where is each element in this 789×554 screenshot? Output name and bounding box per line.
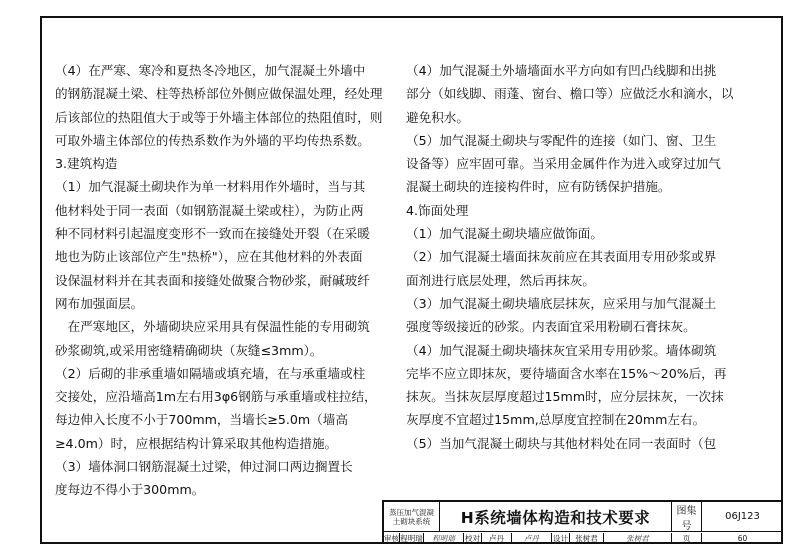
text-line: 他材料处于同一表面（如钢筋混凝土梁或柱），为防止两 <box>55 202 364 218</box>
text-line: 强度等级接近的砂浆。内表面宜采用粉刷石膏抹灰。 <box>406 319 696 335</box>
text-line: （4）在严寒、寒冷和夏热冬冷地区，加气混凝土外墙中 <box>55 63 366 78</box>
checker-signature-cell <box>512 533 552 544</box>
designer-name: 张树君 <box>575 534 598 543</box>
section-heading: 3.建筑构造 <box>55 156 118 172</box>
text-line: 面剂进行底层处理，然后再抹灰。 <box>406 272 595 288</box>
reviewer-signature-cell <box>424 533 464 544</box>
system-name-cell <box>384 502 440 532</box>
designer-cell <box>570 533 604 544</box>
page-label: 页 <box>682 534 691 543</box>
page-number: 60 <box>737 534 748 543</box>
text-line: 灰厚度不宜超过15mm,总厚度宜控制在20mm左右。 <box>406 412 706 428</box>
drawing-title: H系统墙体构造和技术要求 <box>460 508 651 527</box>
page-label-cell <box>672 533 702 544</box>
text-line: 设备等）应牢固可靠。当采用金属件作为进入或穿过加气 <box>406 156 721 172</box>
text-line: （1）加气混凝土砌块墙应做饰面。 <box>406 226 603 242</box>
designer-signature: 张树君 <box>626 534 649 543</box>
text-line: 部分（如线脚、雨蓬、窗台、檐口等）应做泛水和滴水，以 <box>406 86 734 102</box>
text-line: （3）墙体洞口钢筋混凝土过梁，伸过洞口两边搁置长 <box>55 459 353 475</box>
text-line: （5）加气混凝土砌块与零配件的连接（如门、窗、卫生 <box>406 132 717 148</box>
text-line: 每边伸入长度不小于700mm，当墙长≥5.0m（墙高 <box>55 412 348 428</box>
text-line: （1）加气混凝土砌块作为单一材料用作外墙时，当与其 <box>55 179 366 195</box>
text-line: 后该部位的热阻值大于或等于外墙主体部位的热阻值时，则 <box>55 109 383 125</box>
text-line: （5）当加气混凝土砌块与其他材料处在同一表面时（包 <box>406 435 717 451</box>
text-line: ≥4.0m）时，应根据结构计算采取其他构造措施。 <box>55 435 338 451</box>
text-line: 砂浆砌筑,或采用密缝精确砌块（灰缝≤3mm）。 <box>55 342 323 358</box>
text-line: （2）后砌的非承重墙如隔墙或填充墙，在与承重墙或柱 <box>55 365 366 381</box>
atlas-label: 图集号 <box>676 505 697 532</box>
system-name-line1: 蒸压加气混凝 <box>389 507 434 517</box>
text-line: 避免积水。 <box>406 109 469 125</box>
section-heading: 4.饰面处理 <box>406 202 469 218</box>
text-line: 种不同材料引起温度变形不一致而在接缝处开裂（在采暖 <box>55 226 370 242</box>
reviewer-name: 程明瑞 <box>400 534 423 543</box>
text-line: （4）加气混凝土外墙墙面水平方向如有凹凸线脚和出挑 <box>406 63 717 78</box>
checker-name: 卢丹 <box>489 534 504 543</box>
text-line: 完毕不应立即抹灰，要待墙面含水率在15%～20%后，再 <box>406 365 727 381</box>
text-line: （3）加气混凝土砌块墙底层抹灰，应采用与加气混凝土 <box>406 295 717 311</box>
reviewer-signature: 程明瑞 <box>432 534 455 543</box>
text-line: 的钢筋混凝土梁、柱等热桥部位外侧应做保温处理，经处理 <box>55 86 383 102</box>
review-label-cell <box>384 533 400 544</box>
check-label-cell <box>464 533 482 544</box>
text-line: 可取外墙主体部位的传热系数作为外墙的平均传热系数。 <box>55 132 370 148</box>
text-line: 混凝土砌块的连接构件时，应有防锈保护措施。 <box>406 179 671 195</box>
right-text-column <box>406 59 751 455</box>
text-line: 设保温材料并在其表面和接缝处做聚合物砂浆，耐碱玻纤 <box>55 272 370 288</box>
reviewer-cell <box>400 533 424 544</box>
atlas-number: 06J123 <box>725 511 760 522</box>
text-line: 抹灰。当抹灰层厚度超过15mm时，应分层抹灰，一次抹 <box>406 389 724 405</box>
design-label: 设计 <box>553 534 568 543</box>
text-line: 交接处，应沿墙高1m左右用3φ6钢筋与承重墙或柱拉结， <box>55 389 377 405</box>
design-label-cell <box>552 533 570 544</box>
checker-cell <box>482 533 512 544</box>
text-line: 度每边不得小于300mm。 <box>55 482 205 498</box>
atlas-number-cell <box>702 502 783 532</box>
atlas-label-cell <box>672 502 702 532</box>
page-number-cell <box>702 533 783 544</box>
text-line: （4）加气混凝土砌块墙抹灰宜采用专用砂浆。墙体砌筑 <box>406 342 717 358</box>
text-line: 在严寒地区，外墙砌块应采用具有保温性能的专用砌筑 <box>55 319 370 335</box>
text-line: 网布加强面层。 <box>55 295 144 311</box>
text-line: （2）加气混凝土墙面抹灰前应在其表面用专用砂浆或界 <box>406 249 717 265</box>
check-label: 校对 <box>465 534 480 543</box>
checker-signature: 卢丹 <box>524 534 539 543</box>
designer-signature-cell <box>604 533 672 544</box>
text-line: 地也为防止该部位产生"热桥"），应在其他材料的外表面 <box>55 249 363 265</box>
title-cell <box>440 502 672 532</box>
title-block <box>382 500 783 544</box>
left-text-column <box>55 59 385 502</box>
review-label: 审核 <box>384 534 399 543</box>
system-name-line2: 土砌块系统 <box>392 516 431 526</box>
